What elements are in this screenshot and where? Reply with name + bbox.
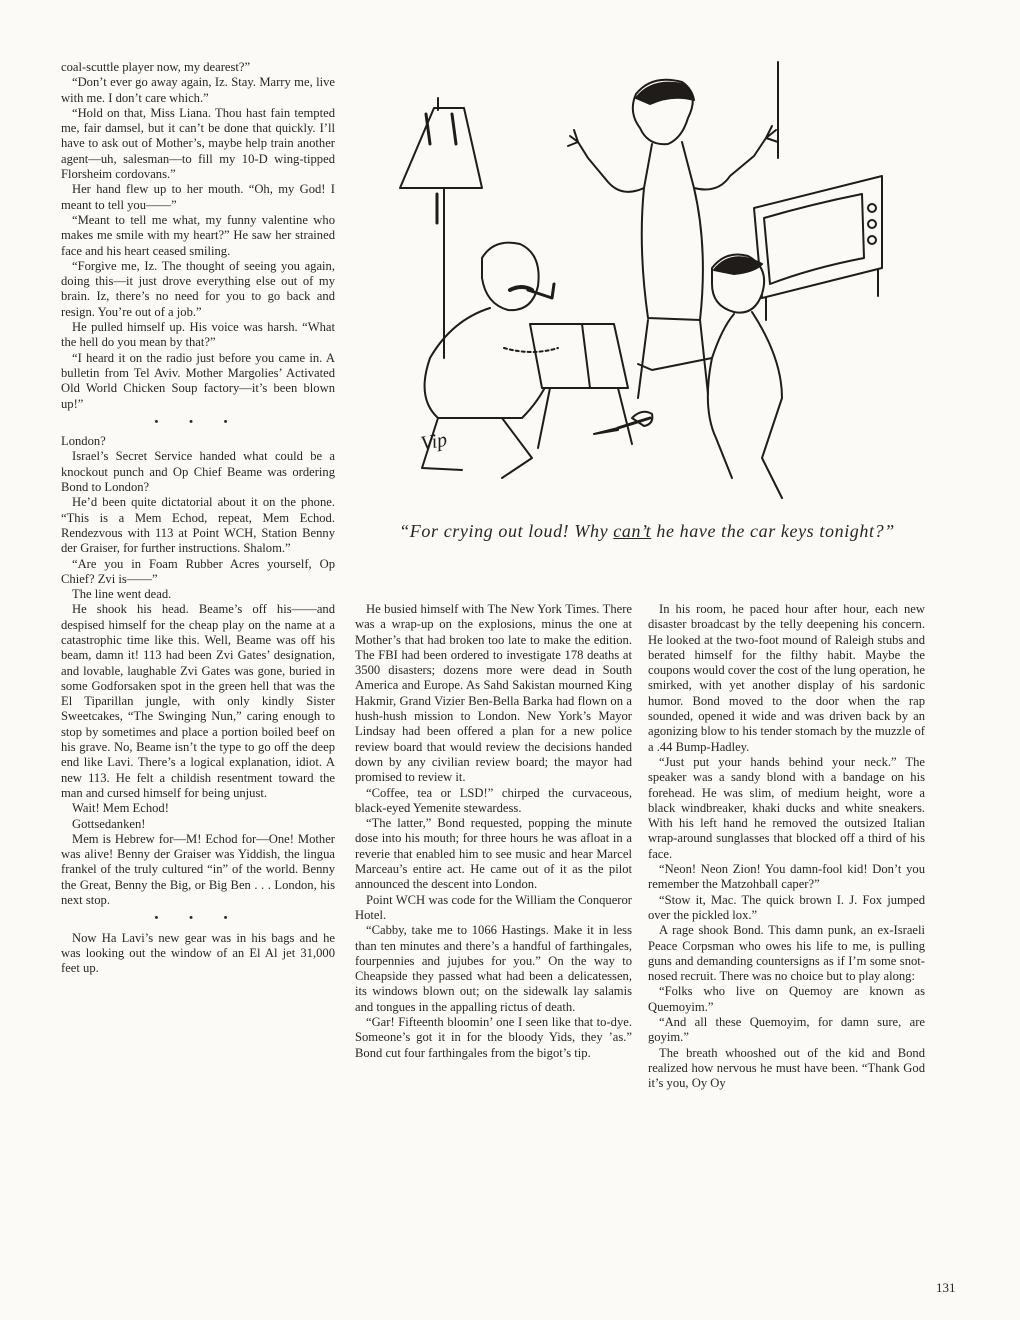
paragraph: “Are you in Foam Rubber Acres yourself, Op Chief? Zvi is——” <box>61 556 335 586</box>
paragraph: He pulled himself up. His voice was harsh. “What the hell do you mean by that?” <box>61 320 335 350</box>
paragraph: “Don’t ever go away again, Iz. Stay. Marry me, live with me. I don’t care which.” <box>61 75 335 105</box>
caption-text: he have the car keys tonight?” <box>651 521 895 541</box>
paragraph: “Stow it, Mac. The quick brown I. J. Fox jumped over the pickled lox.” <box>648 892 925 922</box>
man-with-chair-figure <box>422 243 632 478</box>
artist-signature: Vip <box>419 428 449 455</box>
page-number: 131 <box>936 1280 956 1295</box>
paragraph: Her hand flew up to her mouth. “Oh, my God! I meant to tell you——” <box>61 182 335 212</box>
television <box>754 176 882 320</box>
section-separator: • • • <box>154 415 242 428</box>
section-separator: • • • <box>154 912 242 925</box>
paragraph: coal-scuttle player now, my dearest?” <box>61 60 251 74</box>
floor-lamp <box>400 98 482 358</box>
paragraph: The line went dead. <box>72 587 172 602</box>
paragraph: Gottsedanken! <box>72 816 146 831</box>
paragraph: London? <box>61 434 106 449</box>
caption-text: “For crying out loud! Why <box>399 521 614 541</box>
paragraph: “Hold on that, Miss Liana. Thou hast fain tempted me, fair damsel, but it can’t be done that quickly. I’ll have to ask out of Mother’s, maybe help train another agent—uh, salesman—to fill my 10-D wing-tipped Florsheim cordovans.” <box>61 105 335 182</box>
paragraph: Israel’s Secret Service handed what could be a knockout punch and Op Chief Beame was ordering Bond to London? <box>61 449 335 495</box>
paragraph: Point WCH was code for the William the Conqueror Hotel. <box>355 892 632 922</box>
paragraph: “Neon! Neon Zion! You damn-fool kid! Don’t you remember the Matzohball caper?” <box>648 862 925 892</box>
paragraph: Wait! Mem Echod! <box>72 801 169 816</box>
paragraph: Now Ha Lavi’s new gear was in his bags and he was looking out the window of an El Al jet 31,000 feet up. <box>61 930 335 976</box>
paragraph: He’d been quite dictatorial about it on the phone. “This is a Mem Echod, repeat, Mem Echod. Rendezvous with 113 at Point WCH, Station Benny der Graiser, for further instructions. Shalom.” <box>61 495 335 556</box>
paragraph: “Coffee, tea or LSD!” chirped the curvaceous, black-eyed Yemenite stewardess. <box>355 785 632 815</box>
paragraph: “Folks who live on Quemoy are known as Quemoyim.” <box>648 984 925 1014</box>
paragraph: Mem is Hebrew for—M! Echod for—One! Mother was alive! Benny der Graiser was Yiddish, the lingua frankel of the truly cultured “in” of the world. Benny the Great, Benny the Big, or Big Ben . . . London, his next stop. <box>61 831 335 908</box>
paragraph: “And all these Quemoyim, for damn sure, are goyim.” <box>648 1015 925 1045</box>
paragraph: “I heard it on the radio just before you came in. A bulletin from Tel Aviv. Mother Margolies’ Activated Old World Chicken Soup factory—it’s been blown up!” <box>61 350 335 411</box>
paragraph: “Cabby, take me to 1066 Hastings. Make it in less than ten minutes and there’s a handful of farthingales, fourpennies and jujubes for you.” On the way to Cheapside they passed what had been a delicatessen, its windows blown out; on the sidewalk lay salamis and tongues in the appalling rictus of death. <box>355 923 632 1014</box>
text-column-middle <box>355 602 632 1061</box>
paragraph: “The latter,” Bond requested, popping the minute dose into his mouth; for three hours he was afloat in a reverie that enabled him to see music and hear Marcel Marceau’s entire act. He came out of it as the pilot announced the descent into London. <box>355 816 632 892</box>
paragraph: The breath whooshed out of the kid and Bond realized how nervous he must have been. “Thank God it’s you, Oy Oy <box>648 1045 925 1091</box>
cartoon-illustration <box>382 58 912 518</box>
paragraph: In his room, he paced hour after hour, each new disaster broadcast by the telly deepening his concern. He looked at the two-foot mound of Raleigh stubs and berated himself for the filthy habit. Maybe the coupons would cover the cost of the lung operation, he smirked, with yet another display of his sardonic humor. Bond moved to the door when the rap sounded, opened it wide and was driven back by an agonizing blow to his tender stomach by the muzzle of a .44 Bump-Hadley. <box>648 602 925 754</box>
paragraph: “Meant to tell me what, my funny valentine who makes me smile with my heart?” He saw her strained face and his heart ceased smiling. <box>61 212 335 258</box>
paragraph: He busied himself with The New York Times. There was a wrap-up on the explosions, minus the one at Mother’s that had broken too late to make the edition. The FBI had been ordered to investigate 178 deaths at 3500 disasters; dozens more were dead in South America and Europe. As Sahd Sakistan mourned King Hakmir, Grand Vizier Ben-Bella Barka had flown on a hush-hush mission to London. New York’s Mayor Lindsay had been offered a plan for a new police review board that would review the decisions handed down by any civilian review board; the mayor had promised to review it. <box>355 602 632 785</box>
caption-emphasis: can’t <box>613 521 652 541</box>
text-column-right <box>648 602 925 1092</box>
text-column-left <box>61 60 335 977</box>
paragraph: “Just put your hands behind your neck.” The speaker was a sandy blond with a bandage on his forehead. He was slim, of medium height, wore a black windbreaker, khaki ducks and white sneakers. With his left hand he removed the outsized Italian wrap-around sunglasses that blocked off a third of his face. <box>648 754 925 861</box>
paragraph: A rage shook Bond. This damn punk, an ex-Israeli Peace Corpsman who owes his life to me, is pulling guns and demanding countersigns as if I’m some snot-nosed recruit. There was no choice but to play along: <box>648 923 925 984</box>
paragraph: “Gar! Fifteenth bloomin’ one I seen like that to-dye. Someone’s got it in for the bloody Yids, they ’as.” Bond cut four farthingales from the bigot’s tip. <box>355 1015 632 1060</box>
paragraph: “Forgive me, Iz. The thought of seeing you again, doing this—it just drove everything else out of my brain. Iz, there’s no need for you to go back and resign. You’re out of a job.” <box>61 258 335 319</box>
paragraph: He shook his head. Beame’s off his——and despised himself for the cheap play on the name at a catastrophic time like this. Well, Beame was off his beam, damn it! 113 had been Zvi Gates’ designation, and lovable, laughable Zvi Gates was gone, buried in some Godforsaken spot in the green hell that was the El Tiparillan jungle, with only kindly Sister Sweetcakes, “The Swinging Nun,” caring enough to stop by sometimes and place a portion boiled beef on his grave. No, Beame isn’t the type to go off the deep end like Lavi. There’s a logical explanation, idiot. A new 113. He felt a childish resentment toward the man and cursed himself for being unjust. <box>61 602 335 800</box>
cartoon-caption <box>382 521 912 542</box>
